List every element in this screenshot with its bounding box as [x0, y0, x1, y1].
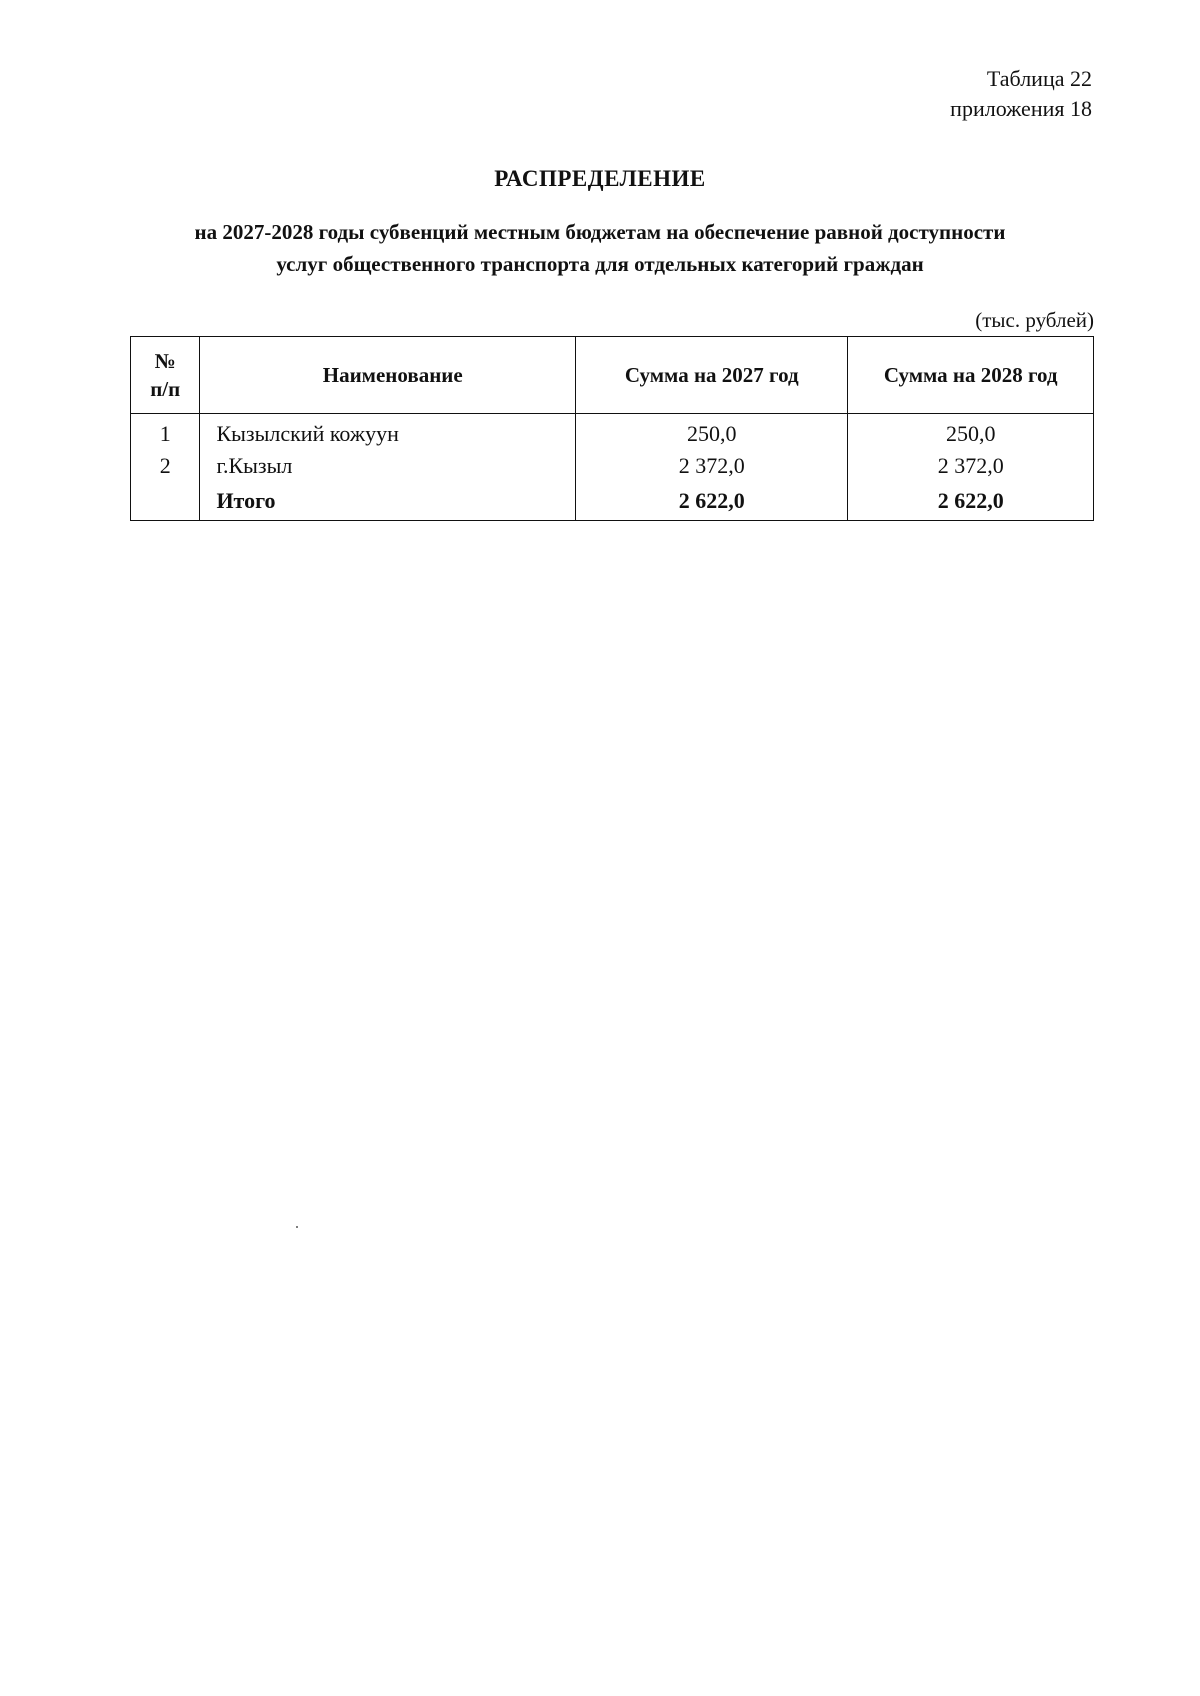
table-row [131, 414, 1094, 451]
row-sum-2028: 2 372,0 [848, 450, 1094, 482]
column-header-2028: Сумма на 2028 год [848, 337, 1094, 414]
scan-speck [296, 1226, 298, 1228]
row-name: г.Кызыл [200, 450, 576, 482]
total-sum-2028: 2 622,0 [848, 482, 1094, 521]
distribution-table [130, 336, 1094, 521]
table-total-row [131, 482, 1094, 521]
table-number: Таблица 22 [986, 66, 1092, 91]
column-header-name: Наименование [200, 337, 576, 414]
total-label: Итого [200, 482, 576, 521]
document-subtitle [100, 216, 1100, 280]
row-number: 1 [131, 414, 200, 451]
row-number: 2 [131, 450, 200, 482]
row-name: Кызылский кожуун [200, 414, 576, 451]
row-sum-2027: 250,0 [576, 414, 848, 451]
column-header-number [131, 337, 200, 414]
column-header-2027: Сумма на 2027 год [576, 337, 848, 414]
total-sum-2027: 2 622,0 [576, 482, 848, 521]
subtitle-line-1: на 2027-2028 годы субвенций местным бюджетам на обеспечение равной доступности [194, 220, 1006, 244]
units-label: (тыс. рублей) [975, 308, 1094, 332]
appendix-number: приложения 18 [950, 96, 1092, 121]
column-header-number-line1: № [154, 349, 176, 373]
total-number [131, 482, 200, 521]
document-title: РАСПРЕДЕЛЕНИЕ [494, 166, 706, 191]
column-header-number-line2: п/п [150, 377, 181, 401]
table-row [131, 450, 1094, 482]
row-sum-2028: 250,0 [848, 414, 1094, 451]
row-sum-2027: 2 372,0 [576, 450, 848, 482]
subtitle-line-2: услуг общественного транспорта для отдельных категорий граждан [276, 252, 924, 276]
table-reference-block [950, 64, 1092, 124]
table-header-row [131, 337, 1094, 414]
